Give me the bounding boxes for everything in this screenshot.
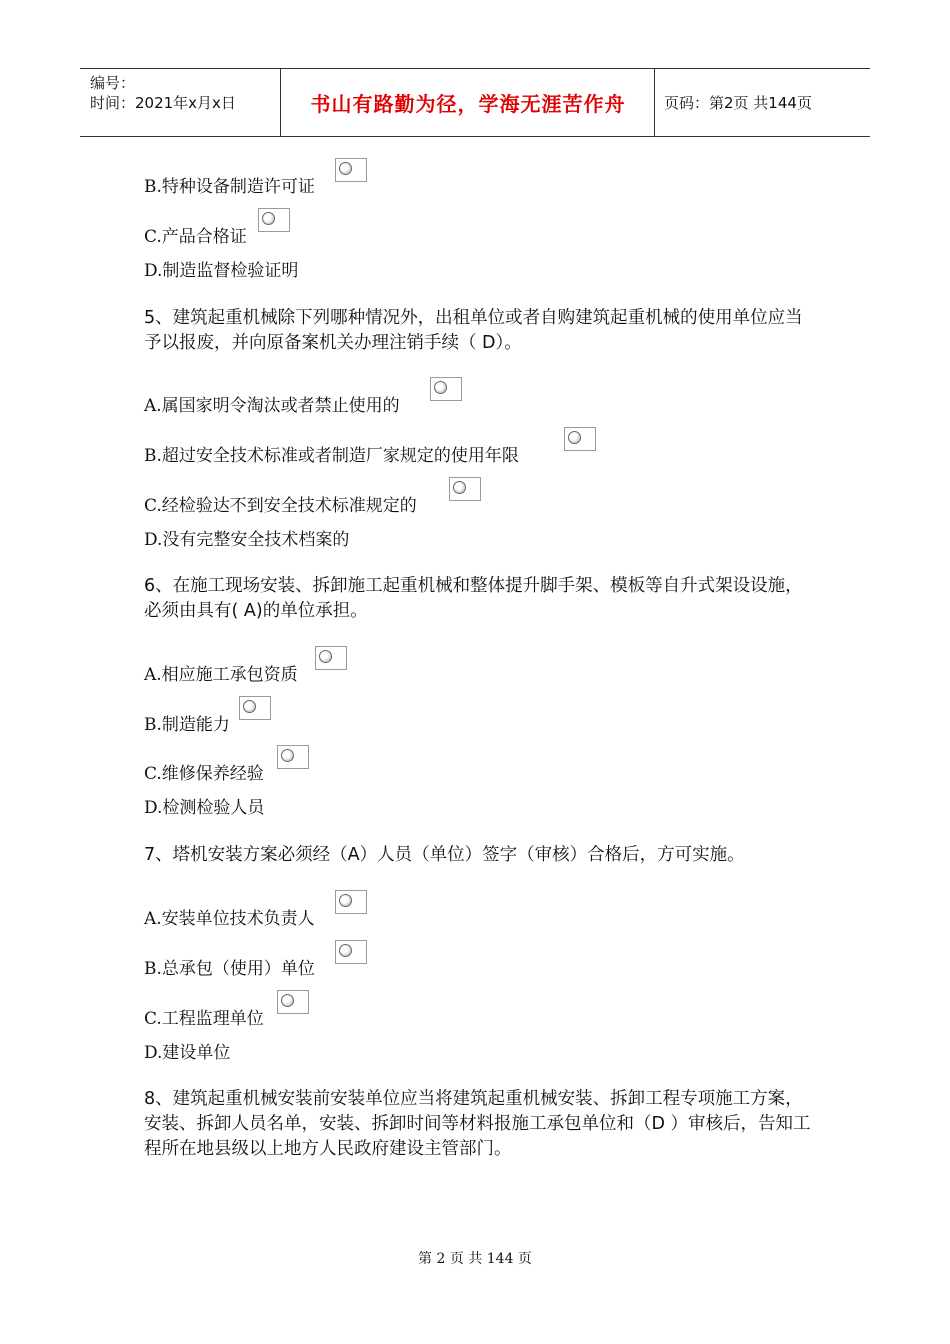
q5-radio-b[interactable] [564,427,596,451]
question-7: 7、塔机安装方案必须经（A）人员（单位）签字（审核）合格后，方可实施。 [144,845,745,865]
q5-radio-a[interactable] [430,377,462,401]
q7-radio-c[interactable] [277,990,309,1014]
radio-option-c[interactable] [258,208,290,232]
question-5: 5、建筑起重机械除下列哪种情况外，出租单位或者自购建筑起重机械的使用单位应当予以报废，并向原备案机关办理注销手续（ D）。 [144,308,803,353]
q5-option-d: D.没有完整安全技术档案的 [144,530,350,550]
radio-icon [281,994,294,1007]
q6-radio-a[interactable] [315,646,347,670]
radio-icon [339,944,352,957]
q5-option-b: B.超过安全技术标准或者制造厂家规定的使用年限 [144,446,519,466]
radio-icon [281,749,294,762]
q7-radio-a[interactable] [335,890,367,914]
option-c: C.产品合格证 [144,227,247,247]
radio-icon [319,650,332,663]
header-meta [90,73,236,113]
header-divider [654,69,655,136]
q7-option-b: B.总承包（使用）单位 [144,959,315,979]
radio-icon [339,162,352,175]
time-label: 时间：2021年x月x日 [90,94,236,112]
q7-option-a: A.安装单位技术负责人 [144,909,315,929]
radio-icon [243,700,256,713]
q6-radio-b[interactable] [239,696,271,720]
question-8: 8、建筑起重机械安装前安装单位应当将建筑起重机械安装、拆卸工程专项施工方案，安装、拆卸人员名单，安装、拆卸时间等材料报施工承包单位和（D ）审核后，告知工程所在地县级以上地方人民政府建设主管部门。 [144,1089,811,1159]
page-header [80,68,870,137]
number-label: 编号： [90,74,136,92]
q6-option-c: C.维修保养经验 [144,764,264,784]
q7-radio-b[interactable] [335,940,367,964]
page-footer: 第 2 页 共 144 页 [418,1251,532,1267]
radio-icon [453,481,466,494]
option-b: B.特种设备制造许可证 [144,177,315,197]
q5-radio-c[interactable] [449,477,481,501]
radio-icon [434,381,447,394]
radio-icon [262,212,275,225]
q7-option-d: D.建设单位 [144,1043,231,1063]
radio-icon [568,431,581,444]
q7-option-c: C.工程监理单位 [144,1009,264,1029]
option-d: D.制造监督检验证明 [144,261,299,281]
header-page-info: 页码：第2页 共144页 [664,94,812,112]
q5-option-c: C.经检验达不到安全技术标准规定的 [144,496,417,516]
question-6: 6、在施工现场安装、拆卸施工起重机械和整体提升脚手架、模板等自升式架设设施，必须由具有( A)的单位承担。 [144,576,803,621]
q6-option-d: D.检测检验人员 [144,798,265,818]
header-motto: 书山有路勤为径，学海无涯苦作舟 [310,92,626,116]
radio-option-b[interactable] [335,158,367,182]
q6-option-a: A.相应施工承包资质 [144,665,298,685]
q6-radio-c[interactable] [277,745,309,769]
q6-option-b: B.制造能力 [144,715,230,735]
radio-icon [339,894,352,907]
q5-option-a: A.属国家明令淘汰或者禁止使用的 [144,396,400,416]
